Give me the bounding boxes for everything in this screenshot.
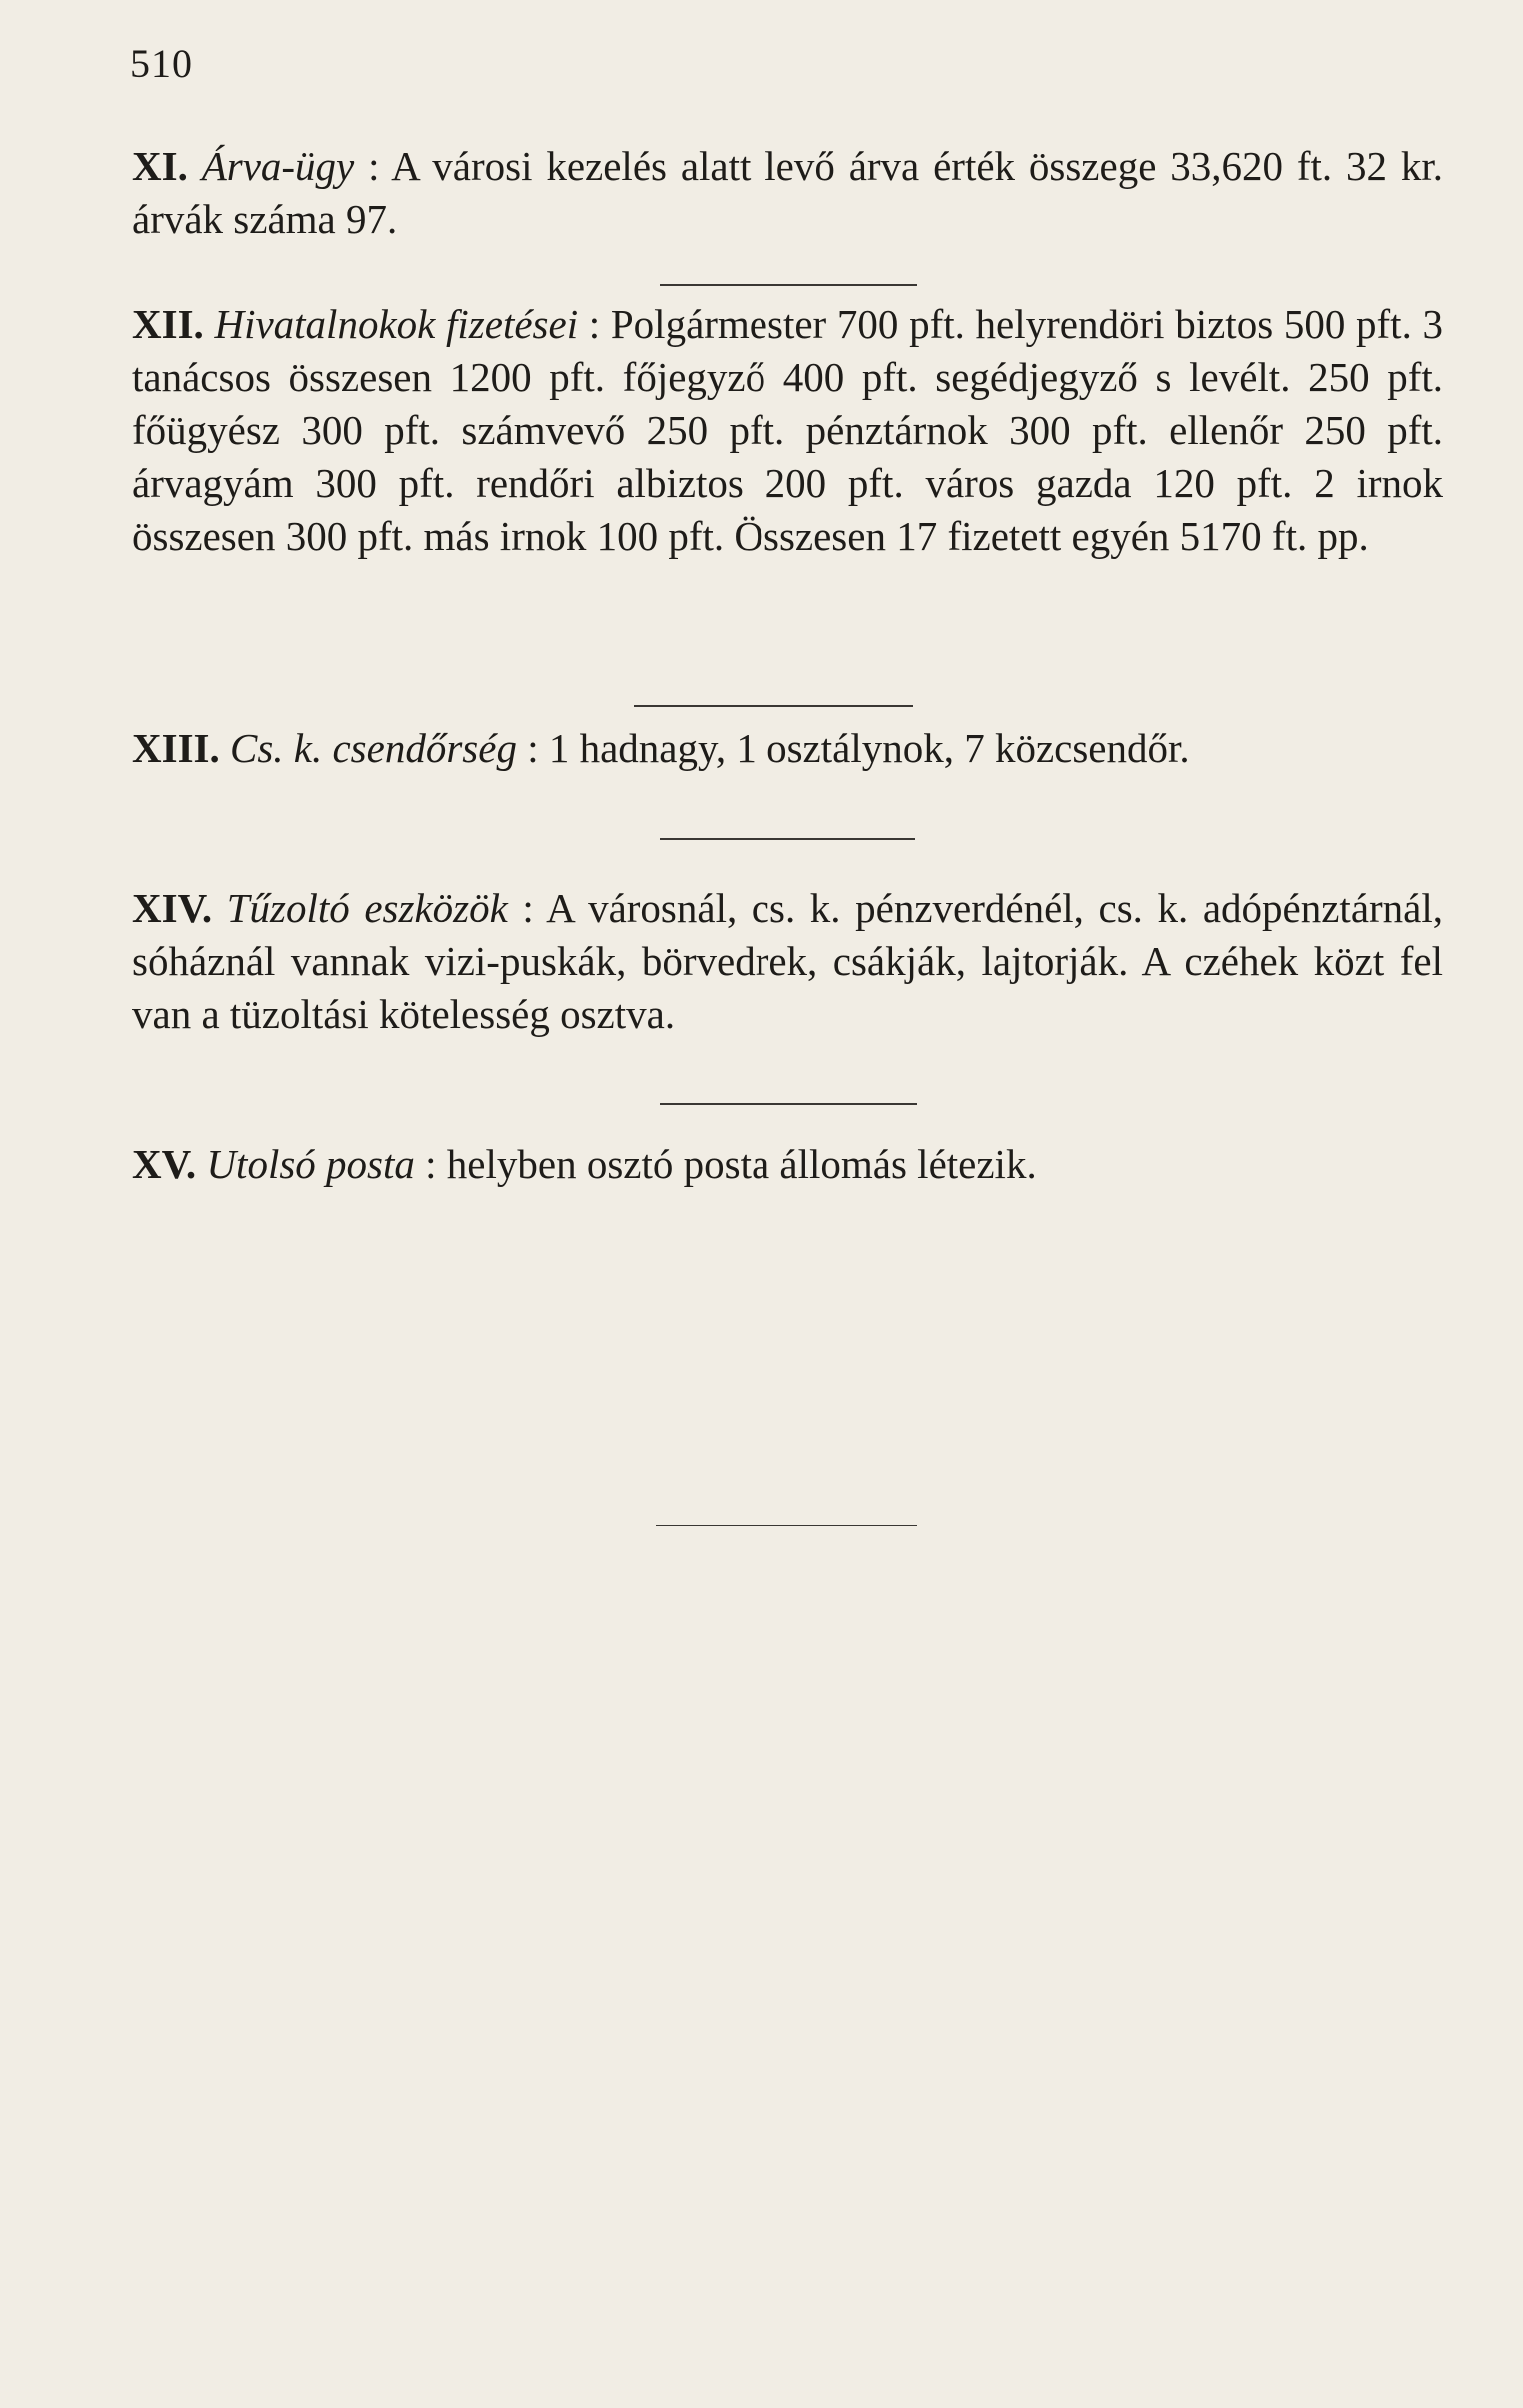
page-number: 510 [130, 41, 193, 86]
section-text: : Polgármester 700 pft. helyrendöri biztos 500 pft. 3 tanácsos összesen 1200 pft. főjegyző 400 pft. segédjegyző s levélt. 250 pft. főügyész 300 pft. számvevő 250 pft. pénztárnok 300 pft. ellenőr 250 pft. árvagyám 300 pft. rendőri albiztos 200 pft. város gazda 120 pft. 2 irnok összesen 300 pft. más irnok 100 pft. Összesen 17 fizetett egyén 5170 ft. pp. [132, 301, 1444, 559]
section-heading: Árva-ügy [201, 143, 355, 189]
section-xi [132, 140, 1443, 246]
section-divider [660, 1103, 917, 1105]
section-text: : helyben osztó posta állomás létezik. [414, 1141, 1037, 1187]
section-divider [634, 705, 913, 707]
section-numeral: XI. [132, 143, 188, 189]
end-rule [656, 1525, 917, 1526]
section-text: : A városnál, cs. k. pénzverdénél, cs. k. adópénztárnál, sóháznál vannak vizi-puskák, börvedrek, csákják, lajtorják. A czéhek közt fel van a tüzoltási kötelesség osztva. [132, 885, 1444, 1037]
section-numeral: XIII. [132, 725, 220, 771]
section-numeral: XV. [132, 1141, 197, 1187]
section-heading: Utolsó posta [206, 1141, 415, 1187]
section-xiv [132, 882, 1443, 1041]
section-heading: Tűzoltó eszközök [226, 885, 508, 931]
section-heading: Hivatalnokok fizetései [214, 301, 579, 347]
section-text: : A városi kezelés alatt levő árva érték összege 33,620 ft. 32 kr. árvák száma 97. [132, 143, 1443, 242]
section-numeral: XIV. [132, 885, 213, 931]
section-divider [660, 838, 915, 840]
section-xii [132, 298, 1443, 563]
section-heading: Cs. k. csendőrség [229, 725, 517, 771]
section-numeral: XII. [132, 301, 204, 347]
section-xv [132, 1138, 1443, 1191]
section-xiii [132, 722, 1443, 775]
section-text: : 1 hadnagy, 1 osztálynok, 7 közcsendőr. [516, 725, 1190, 771]
section-divider [660, 284, 917, 286]
